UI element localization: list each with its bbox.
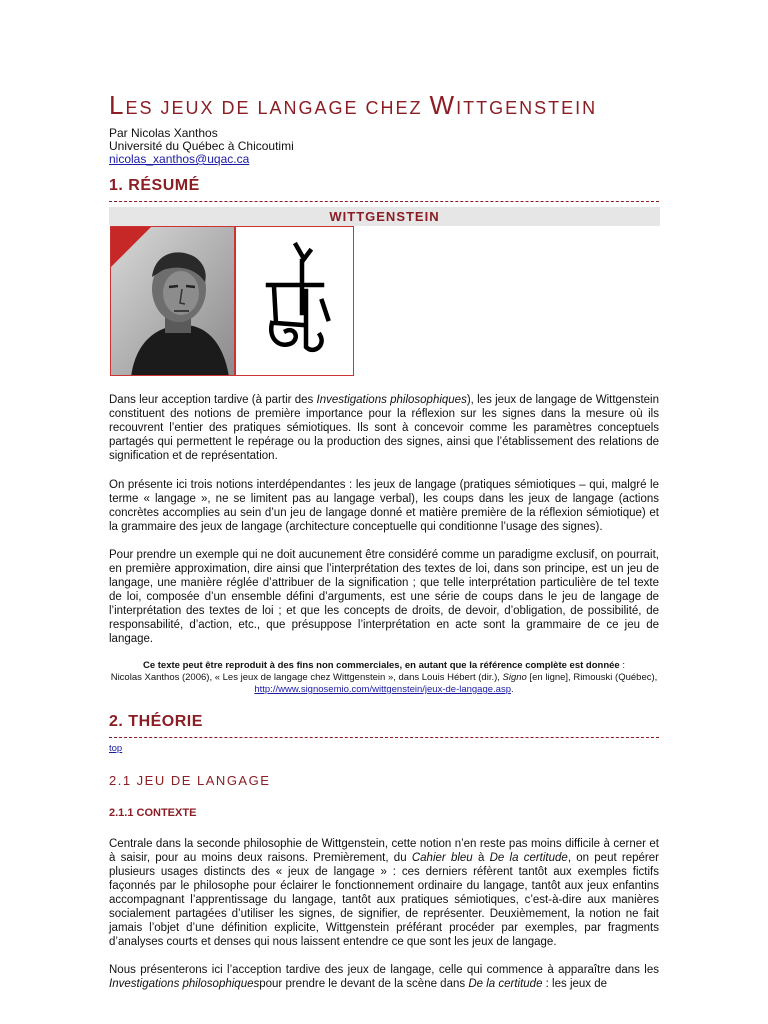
author-name: Par Nicolas Xanthos (109, 126, 218, 140)
notice-bold-text: Ce texte peut être reproduit à des fins non commerciales, en autant que la référence complète est donnée (142, 660, 620, 671)
notice-colon: : (619, 660, 625, 671)
notice-citation-a: Nicolas Xanthos (2006), « Les jeux de langage chez Wittgenstein », dans Louis Hébert (dir.), (110, 672, 503, 683)
contexte-p2-italic-1: Investigations philosophiques (109, 978, 260, 990)
resume-paragraph-2: On présente ici trois notions interdépendantes : les jeux de langage (pratiques sémiotiques – qui, malgré le terme « langage », ne se limitent pas au langage verbal), les coups dans les jeux de langage (actions concrètes accomplies au sein d’un jeu de langage donné et matière première de la réflexion sémiotique) et la grammaire des jeux de langage (architecture conceptuelle qui conditionne l’usage des signes). (109, 479, 659, 533)
wittgenstein-portrait (110, 226, 235, 376)
portrait-illustration (111, 227, 235, 376)
title-initial-2: W (429, 90, 457, 120)
contexte-p2-text-c: : les jeux de (542, 978, 608, 990)
section-heading-theorie: 2. THÉORIE (109, 713, 203, 730)
notice-end: . (511, 684, 514, 695)
subsubsection-heading-contexte: 2.1.1 CONTEXTE (109, 807, 197, 819)
contexte-p1-italic-2: De la certitude (489, 852, 568, 864)
notice-citation-italic: Signo (502, 672, 527, 683)
contexte-p2-text-a: Nous présenterons ici l’acception tardive des jeux de langage, celle qui commence à apparaître dans les (109, 964, 659, 976)
section-divider-2 (109, 737, 659, 738)
resume-paragraph-3: Pour prendre un exemple qui ne doit aucunement être considéré comme un paradigme exclusif, on pourrait, en première approximation, dire ainsi que l’interprétation des textes de loi, dans son principe, est un jeu de langage, une manière réglée d’attribuer de la signification ; que telle interprétation particulière de tel texte de loi, composée d’un ensemble défini d’arguments, est une série de coups dans le jeu de langage de l’interprétation des textes de loi ; et que les concepts de droits, de devoir, d’obligation, de possibilité, de responsabilité, d’action, etc., que présuppose l’interprétation en acte sont la grammaire de ce jeu de langage. (109, 549, 659, 645)
contexte-p1-italic-1: Cahier bleu (411, 852, 473, 864)
contexte-p1-text-c: , on peut repérer plusieurs usages distincts des « jeux de langage » : ces derniers réfèrent tantôt aux exemples fictifs façonnés par le philosophe pour éclairer le fonctionnement ordinaire du langage, tantôt aux jeux enfantins accompagnant l’apprentissage du langage, tantôt aux pratiques sémiotiques, c’est-à-dire aux manières socialement partagées d’utiliser les signes, de signifier, de représenter. Deuxièmement, la notion ne fait jamais l’objet d’une définition explicite, Wittgenstein préférant procéder par exemples, par fragments d’analyses courts et denses qui nous laissent entendre ce que sont les jeux de langage. (109, 852, 659, 948)
contexte-p2-italic-2: De la certitude (468, 978, 543, 990)
contexte-paragraph-1 (109, 837, 659, 949)
resume-paragraph-1 (109, 393, 659, 463)
citation-url-link[interactable]: http://www.signosemio.com/wittgenstein/jeux-de-langage.asp (254, 684, 511, 695)
title-initial-1: L (109, 90, 126, 120)
contexte-p1-text-a: Centrale dans la seconde philosophie de Wittgenstein, cette notion n’en reste pas moins difficile à cerner et à saisir, pour au moins deux raisons. Premièrement, du (109, 838, 659, 864)
resume-p1-text-b: ), les jeux de langage de Wittgenstein constituent des notions de première importance pour la réflexion sur les signes dans la mesure où ils recouvrent l’entier des pratiques sémiotiques. Ils sont à concevoir comme les paramètres conceptuels partagés qui permettent le repérage ou la production des signes, ainsi que l’établissement des relations de signification et de représentation. (109, 394, 659, 462)
title-text-2: ITTGENSTEIN (456, 98, 598, 118)
resume-p1-text-a: Dans leur acception tardive (à partir des (109, 394, 317, 406)
author-institution: Université du Québec à Chicoutimi (109, 139, 294, 153)
subsection-heading-jeu-de-langage: 2.1 JEU DE LANGAGE (109, 773, 271, 788)
tibetan-glyph-illustration (236, 227, 355, 377)
title-text-1: ES JEUX DE LANGAGE CHEZ (125, 98, 430, 118)
notice-citation-b: [en ligne], Rimouski (Québec), (526, 672, 658, 683)
contexte-p2-text-b: pour prendre le devant de la scène dans (259, 978, 469, 990)
section-divider (109, 201, 659, 202)
top-link[interactable]: top (109, 743, 123, 754)
image-caption-bar: WITTGENSTEIN (109, 207, 660, 226)
byline (109, 127, 294, 166)
author-email-link[interactable]: nicolas_xanthos@uqac.ca (109, 152, 250, 166)
contexte-paragraph-2 (109, 963, 659, 991)
page-title (109, 90, 597, 121)
reproduction-notice (109, 660, 659, 696)
resume-p1-italic: Investigations philosophiques (316, 394, 467, 406)
section-heading-resume: 1. RÉSUMÉ (109, 177, 200, 194)
contexte-p1-text-b: à (472, 852, 490, 864)
tibetan-glyph-image (235, 226, 354, 376)
